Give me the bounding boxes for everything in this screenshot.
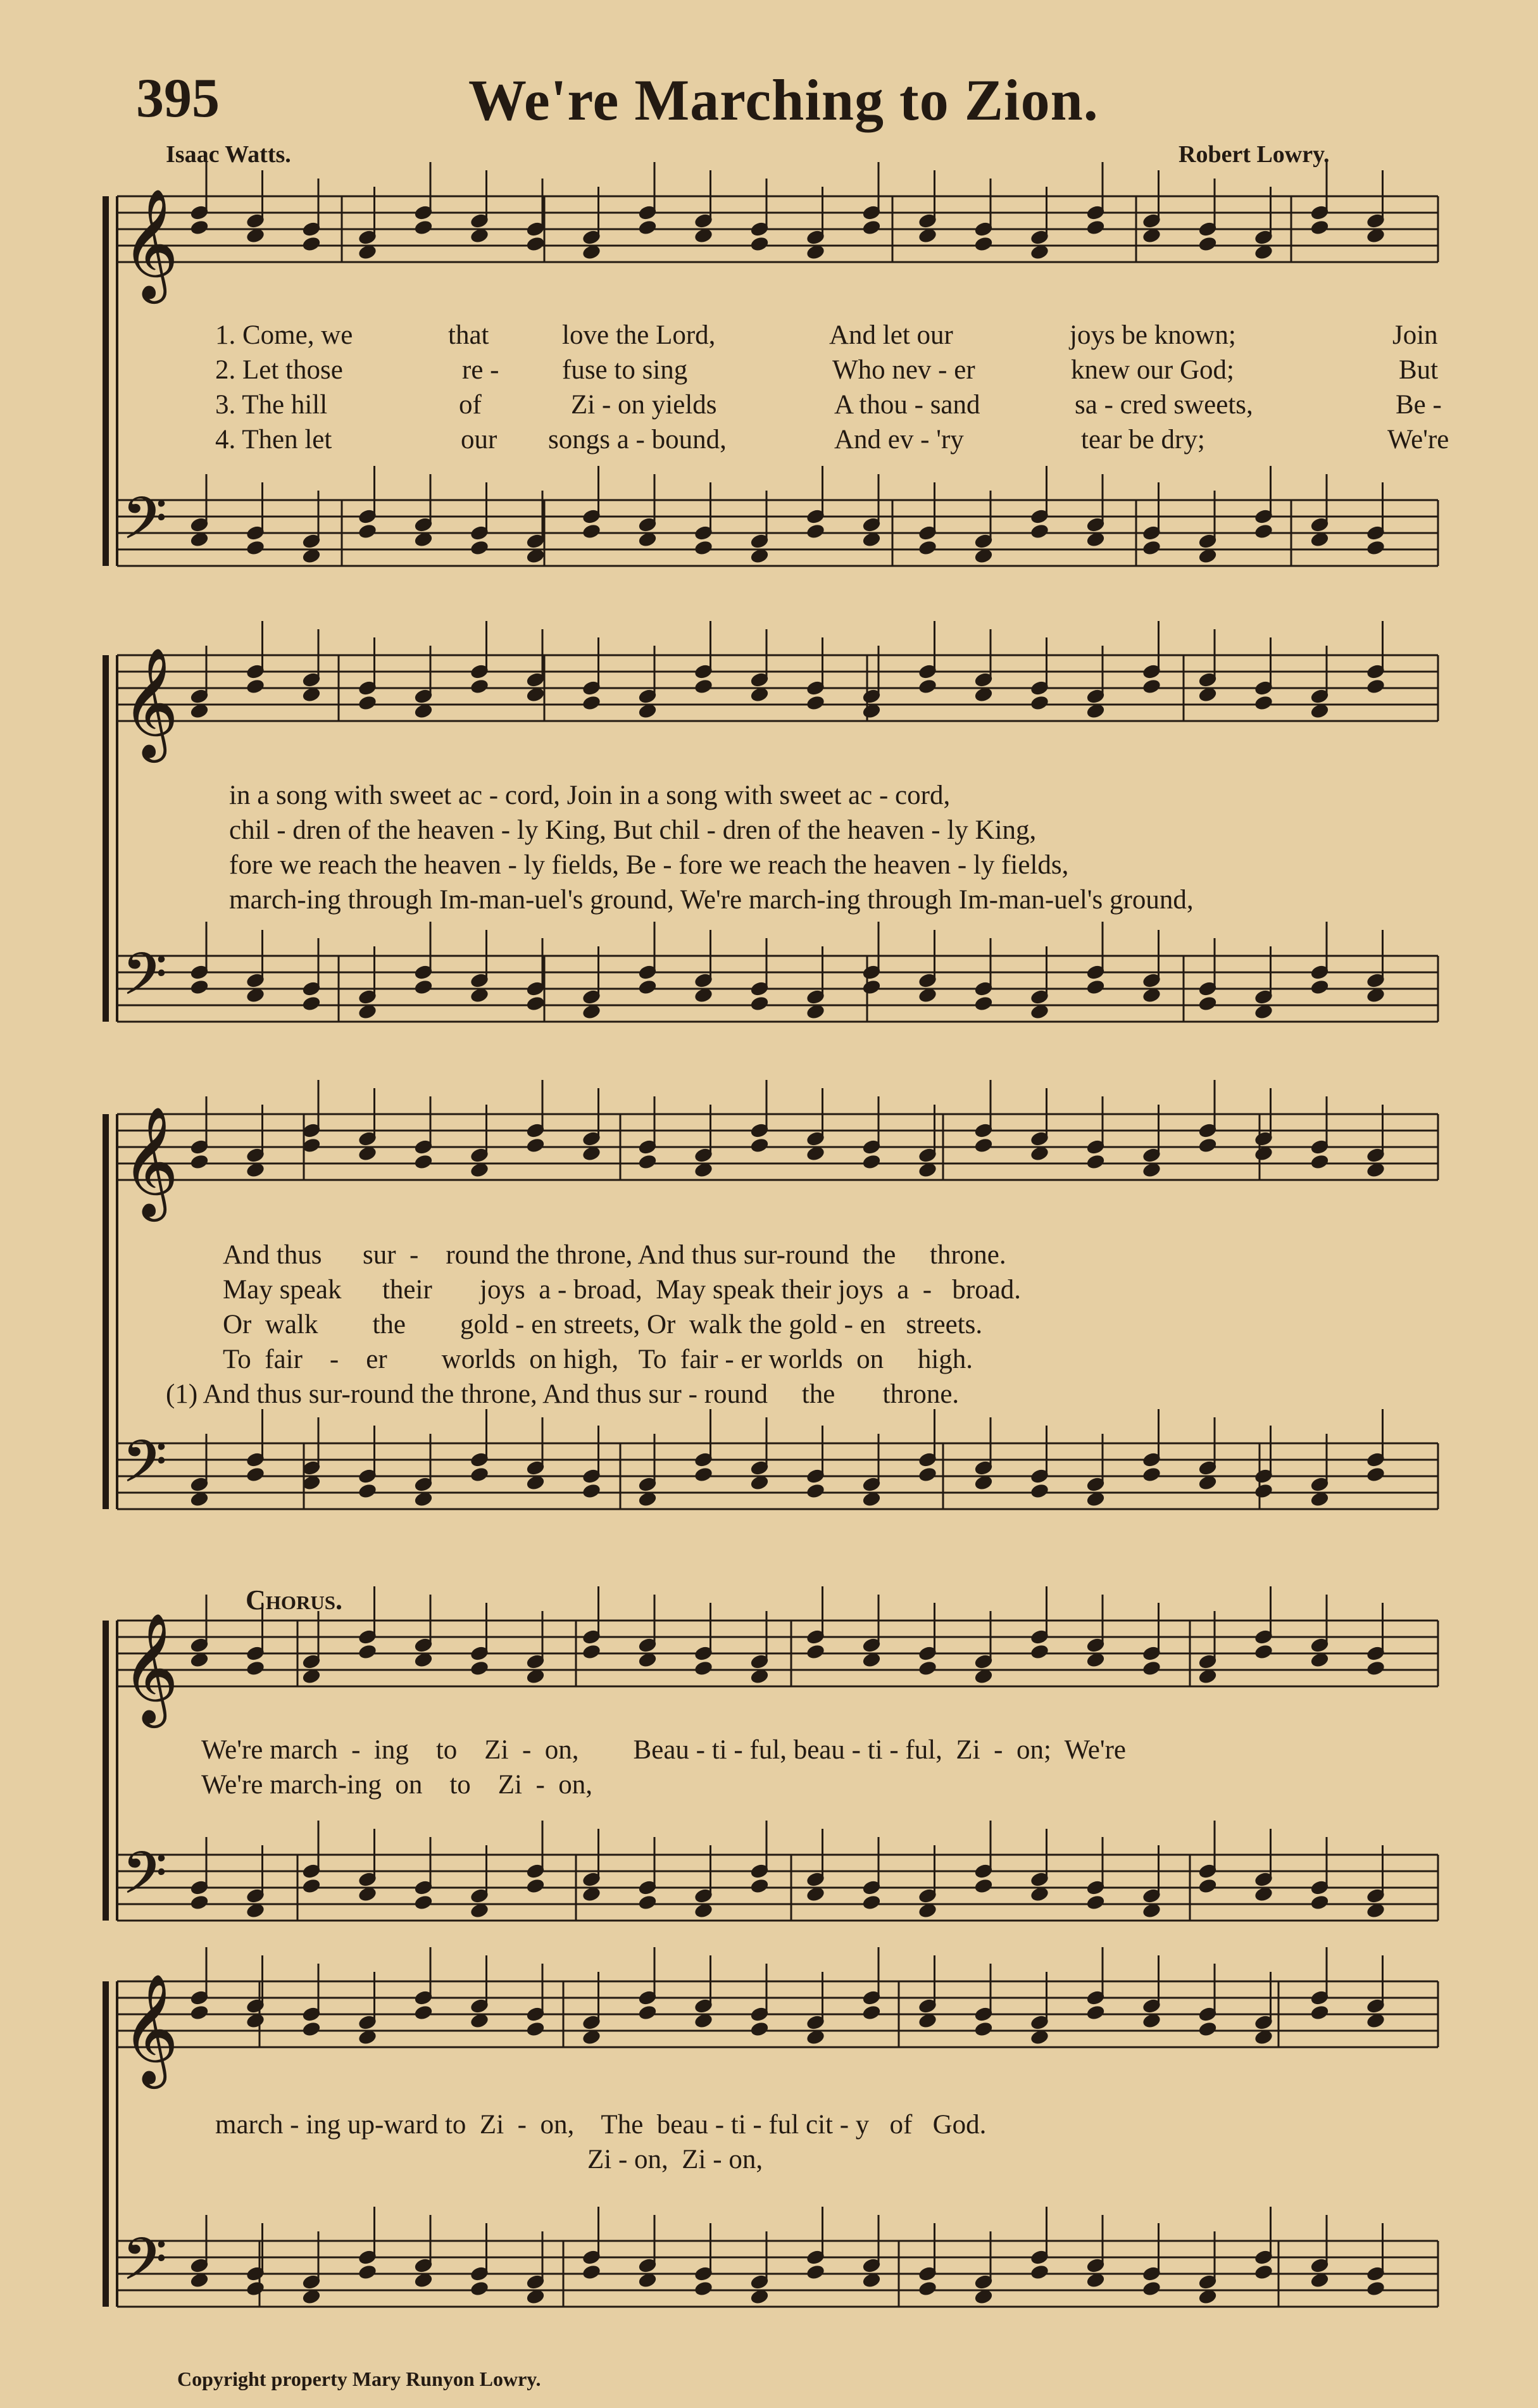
note-head [470,678,489,694]
note-head [918,1660,937,1676]
lyric-line: love the Lord, [562,320,716,350]
note-head [806,2264,825,2280]
note-head [1086,1894,1106,1910]
note-head [694,1660,713,1676]
lyric-line: We're [1387,425,1449,455]
note-head [974,2021,994,2037]
treble-clef-icon: 𝄞 [122,1974,178,2084]
note-head [862,2004,882,2021]
note-head [862,979,882,995]
note-head [862,219,882,235]
note-head [1030,694,1049,711]
chorus-label: Chorus. [246,1584,343,1615]
treble-clef-icon: 𝄞 [122,1107,178,1217]
bass-clef-icon: 𝄢 [122,2226,167,2307]
note-head [750,2021,770,2037]
note-head [1030,523,1049,539]
note-head [974,1878,994,1894]
note-head [750,995,770,1012]
lyric-line: in a song with sweet ac - cord, Join in a song with sweet ac - cord, [229,781,951,810]
note-head [358,694,377,711]
note-head [638,2004,658,2021]
lyric-line: Zi - on yields [571,390,717,420]
note-head [638,1894,658,1910]
note-head [974,995,994,1012]
note-head [358,1483,377,1499]
note-head [470,539,489,556]
hymn-number: 395 [136,68,220,129]
lyric-line: May speak their joys a - broad, May speak their joys a - broad. [223,1275,1022,1305]
lyric-line: 3. The hill [215,390,328,420]
note-head [750,1878,770,1894]
lyric-line: But [1399,355,1439,385]
note-head [1254,1643,1273,1660]
note-head [302,1878,322,1894]
note-head [1310,979,1330,995]
note-head [358,523,377,539]
note-head [806,1483,825,1499]
note-head [694,1466,713,1483]
note-head [1366,2280,1385,2297]
bass-clef-icon: 𝄢 [122,1840,167,1921]
note-head [638,1153,658,1170]
lyric-line: fore we reach the heaven - ly fields, Be - fore we reach the heaven - ly fields, [229,850,1069,880]
note-head [862,1153,882,1170]
lyric-line: To fair - er worlds on high, To fair - er worlds on high. [223,1345,973,1374]
note-head [1310,1153,1330,1170]
note-head [1366,539,1385,556]
note-head [190,1153,209,1170]
lyric-line: Be - [1396,390,1442,420]
note-head [1142,1660,1161,1676]
lyric-line: re - [462,355,499,385]
lyric-line: 4. Then let [215,425,332,455]
note-head [806,523,825,539]
note-head [470,2280,489,2297]
note-head [414,1894,434,1910]
lyric-line: songs a - bound, [548,425,727,455]
note-head [302,235,322,252]
note-head [414,1153,434,1170]
note-head [1198,995,1218,1012]
note-head [750,1137,770,1153]
lyric-line: Join [1392,320,1438,350]
note-head [1310,2004,1330,2021]
note-head [1030,2264,1049,2280]
lyric-line: march-ing through Im-man-uel's ground, We're march-ing through Im-man-uel's ground, [229,885,1194,915]
note-head [582,694,601,711]
note-head [526,1137,546,1153]
lyric-line: our [461,425,497,455]
note-head [694,678,713,694]
note-head [1086,979,1106,995]
note-head [470,1660,489,1676]
note-head [918,539,937,556]
note-head [974,235,994,252]
lyric-line: 1. Come, we [215,320,353,350]
note-head [1366,1660,1385,1676]
lyric-line: A thou - sand [834,390,980,420]
note-head [190,2004,209,2021]
note-head [1030,1483,1049,1499]
note-head [974,1137,994,1153]
note-head [526,995,546,1012]
note-head [918,678,937,694]
lyric-line: 2. Let those [215,355,343,385]
note-head [1254,1483,1273,1499]
lyricist-credit: Isaac Watts. [166,141,291,168]
note-head [1310,1894,1330,1910]
note-head [358,1643,377,1660]
treble-clef-icon: 𝄞 [122,648,178,758]
note-head [582,1483,601,1499]
note-head [1030,1643,1049,1660]
lyric-line: knew our God; [1071,355,1234,385]
lyric-line: chil - dren of the heaven - ly King, But chil - dren of the heaven - ly King, [229,815,1037,845]
lyric-line: joys be known; [1070,320,1236,350]
note-head [1254,523,1273,539]
hymn-title: We're Marching to Zion. [468,68,1099,132]
note-head [246,678,265,694]
note-head [1254,2264,1273,2280]
note-head [1198,2021,1218,2037]
note-head [1142,539,1161,556]
note-head [862,1894,882,1910]
lyric-line: We're march - ing to Zi - on, Beau - ti - ful, beau - ti - ful, Zi - on; We're [201,1735,1127,1765]
lyric-line: (1) And thus sur-round the throne, And thus sur - round the throne. [166,1379,960,1409]
note-head [246,1660,265,1676]
note-head [414,2004,434,2021]
lyric-line: And ev - 'ry [834,425,964,455]
note-head [526,2021,546,2037]
note-head [582,523,601,539]
note-head [246,2280,265,2297]
note-head [1310,219,1330,235]
note-head [1198,1878,1218,1894]
note-head [414,979,434,995]
note-head [358,2264,377,2280]
bass-clef-icon: 𝄢 [122,485,167,566]
note-head [694,2280,713,2297]
lyric-line: that [448,320,489,350]
treble-clef-icon: 𝄞 [122,189,178,299]
note-head [1142,1466,1161,1483]
lyric-line: Or walk the gold - en streets, Or walk the gold - en streets. [223,1310,983,1339]
lyric-line: tear be dry; [1081,425,1205,455]
note-head [526,1878,546,1894]
note-head [190,1894,209,1910]
bass-clef-icon: 𝄢 [122,1428,167,1509]
note-head [1086,219,1106,235]
note-head [582,2264,601,2280]
note-head [190,219,209,235]
lyric-line: And let our [829,320,953,350]
note-head [414,219,434,235]
note-head [582,1643,601,1660]
note-head [1366,1466,1385,1483]
lyric-line: of [459,390,482,420]
note-head [526,235,546,252]
treble-clef-icon: 𝄞 [122,1613,178,1723]
lyric-line: fuse to sing [562,355,688,385]
note-head [1198,1137,1218,1153]
note-head [246,1466,265,1483]
copyright-notice: Copyright property Mary Runyon Lowry. [177,2367,541,2390]
note-head [638,979,658,995]
bass-clef-icon: 𝄢 [122,941,167,1022]
lyric-line: sa - cred sweets, [1075,390,1253,420]
note-head [750,235,770,252]
note-head [1086,1153,1106,1170]
note-head [1254,694,1273,711]
note-head [1142,678,1161,694]
note-head [806,1643,825,1660]
note-head [1086,2004,1106,2021]
note-head [1366,678,1385,694]
lyric-line: We're march-ing on to Zi - on, [201,1770,593,1800]
note-head [246,539,265,556]
lyric-line: march - ing up-ward to Zi - on, The beau - ti - ful cit - y of God. [215,2110,987,2140]
note-head [1142,2280,1161,2297]
note-head [638,219,658,235]
note-head [302,995,322,1012]
note-head [918,1466,937,1483]
composer-credit: Robert Lowry. [1179,141,1330,168]
lyric-line: Zi - on, Zi - on, [587,2145,763,2174]
lyric-line: Who nev - er [832,355,975,385]
note-head [694,539,713,556]
note-head [470,1466,489,1483]
note-head [918,2280,937,2297]
note-head [302,2021,322,2037]
note-head [806,694,825,711]
note-head [190,979,209,995]
note-head [1198,235,1218,252]
lyric-line: And thus sur - round the throne, And thus sur-round the throne. [223,1240,1006,1270]
